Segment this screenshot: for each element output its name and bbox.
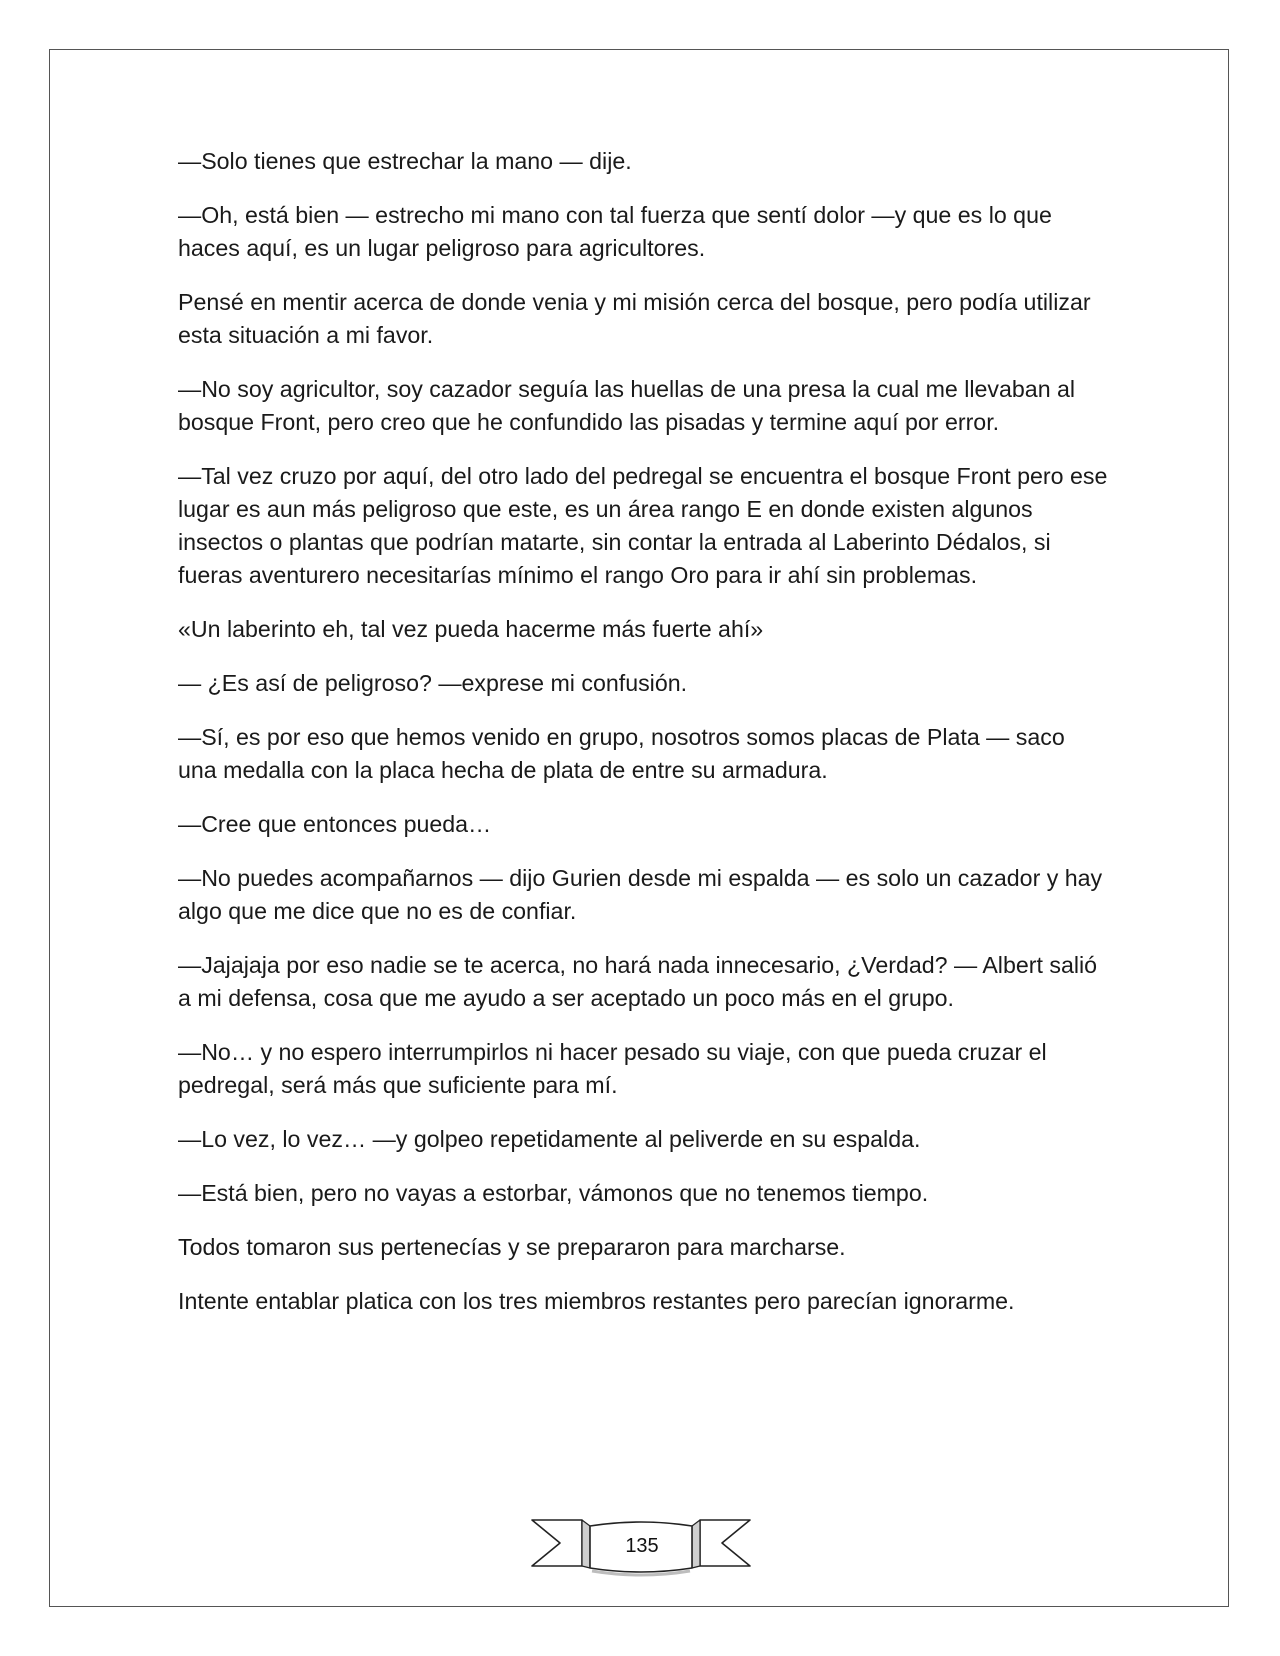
paragraph: «Un laberinto eh, tal vez pueda hacerme más fuerte ahí» xyxy=(178,616,764,642)
paragraph: —Lo vez, lo vez… —y golpeo repetidamente al peliverde en su espalda. xyxy=(178,1126,921,1152)
paragraph: Todos tomaron sus pertenecías y se prepararon para marcharse. xyxy=(178,1234,846,1260)
paragraph: —No… y no espero interrumpirlos ni hacer pesado su viaje, con que pueda cruzar el pedregal, será más que suficiente para mí. xyxy=(178,1039,1047,1098)
paragraph: —Cree que entonces pueda… xyxy=(178,811,492,837)
paragraph: —Jajajaja por eso nadie se te acerca, no hará nada innecesario, ¿Verdad? — Albert salió a mi defensa, cosa que me ayudo a ser aceptado un poco más en el grupo. xyxy=(178,952,1098,1011)
page-number-ribbon xyxy=(530,1514,752,1586)
page-number: 135 xyxy=(625,1535,659,1557)
paragraph: — ¿Es así de peligroso? —exprese mi confusión. xyxy=(178,670,688,696)
paragraph: —No soy agricultor, soy cazador seguía las huellas de una presa la cual me llevaban al bosque Front, pero creo que he confundido las pisadas y termine aquí por error. xyxy=(178,376,1076,435)
paragraph: —No puedes acompañarnos — dijo Gurien desde mi espalda — es solo un cazador y hay algo que me dice que no es de confiar. xyxy=(178,865,1103,924)
paragraph: Pensé en mentir acerca de donde venia y mi misión cerca del bosque, pero podía utilizar esta situación a mi favor. xyxy=(178,289,1091,348)
paragraph: —Tal vez cruzo por aquí, del otro lado del pedregal se encuentra el bosque Front pero ese lugar es aun más peligroso que este, es un área rango E en donde existen algunos insectos o plantas que podrían matarte, sin contar la entrada al Laberinto Dédalos, si fueras aventurero necesitarías mínimo el rango Oro para ir ahí sin problemas. xyxy=(178,463,1108,588)
paragraph: —Oh, está bien — estrecho mi mano con tal fuerza que sentí dolor —y que es lo que haces aquí, es un lugar peligroso para agricultores. xyxy=(178,202,1052,261)
paragraph: Intente entablar platica con los tres miembros restantes pero parecían ignorarme. xyxy=(178,1288,1015,1314)
paragraph: —Está bien, pero no vayas a estorbar, vámonos que no tenemos tiempo. xyxy=(178,1180,929,1206)
paragraph: —Sí, es por eso que hemos venido en grupo, nosotros somos placas de Plata — saco una medalla con la placa hecha de plata de entre su armadura. xyxy=(178,724,1065,783)
page-text xyxy=(178,145,1108,1339)
paragraph: —Solo tienes que estrechar la mano — dije. xyxy=(178,148,632,174)
